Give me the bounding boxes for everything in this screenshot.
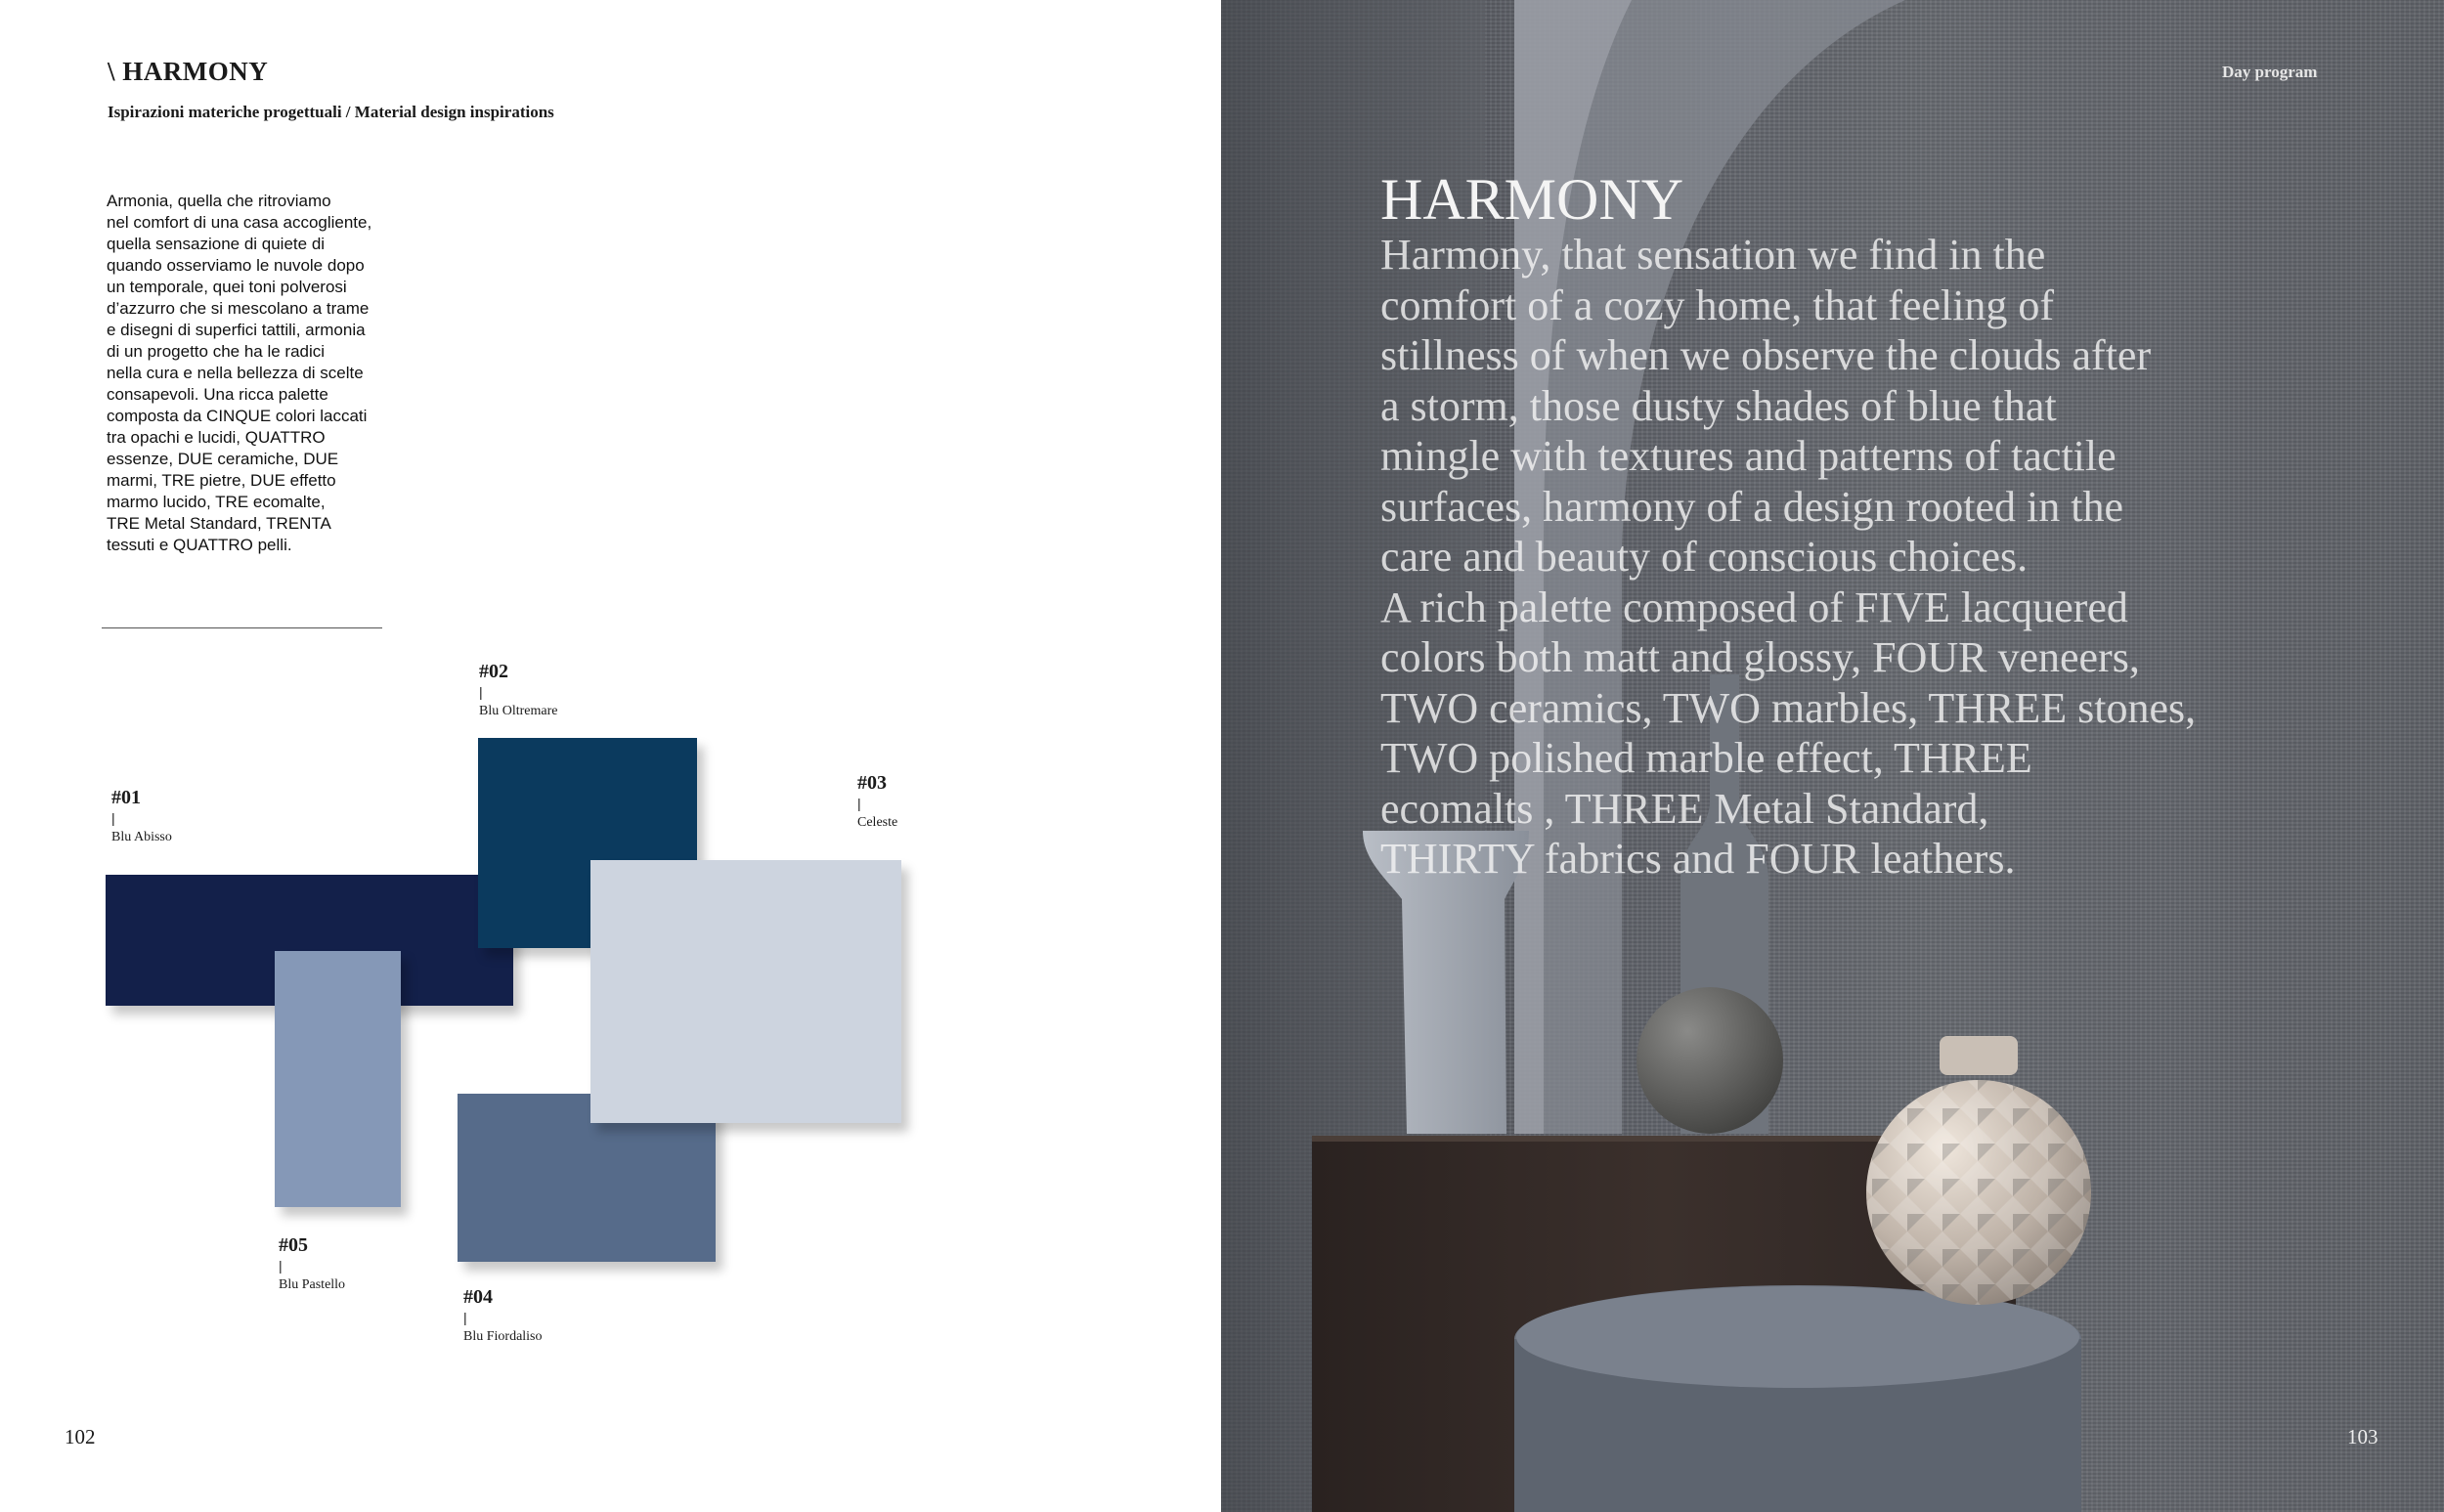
swatch-name: Blu Pastello <box>279 1277 346 1292</box>
section-subtitle: Ispirazioni materiche progettuali / Material design inspirations <box>108 103 554 121</box>
divider-line <box>102 627 382 628</box>
swatch-code: #03 <box>857 772 887 794</box>
label-bar: | <box>463 1310 467 1325</box>
label-bar: | <box>479 684 483 700</box>
swatch-name: Blu Fiordaliso <box>463 1329 543 1344</box>
right-page <box>1221 0 2444 1512</box>
swatch-label-04 <box>463 1285 543 1346</box>
label-bar: | <box>857 796 861 811</box>
swatch-label-03 <box>857 771 897 832</box>
swatch-label-02 <box>479 660 557 720</box>
swatch-code: #01 <box>111 787 141 808</box>
swatch-code: #05 <box>279 1234 308 1256</box>
swatch-label-01 <box>111 786 172 846</box>
swatch-name: Blu Oltremare <box>479 704 558 718</box>
page-heading: HARMONY <box>1380 167 1684 232</box>
swatch-name: Celeste <box>857 815 898 830</box>
swatch-name: Blu Abisso <box>111 830 172 844</box>
swatch-label-05 <box>279 1233 345 1294</box>
swatch-celeste <box>590 860 901 1123</box>
swatch-code: #04 <box>463 1286 493 1308</box>
section-title: \ HARMONY <box>108 57 269 86</box>
label-bar: | <box>111 810 115 826</box>
page-number-left: 102 <box>65 1425 96 1448</box>
intro-paragraph: Armonia, quella che ritroviamo nel comfort di una casa accogliente, quella sensazione di quiete di quando osserviamo le nuvole dopo un temporale, quei toni polverosi d’azzurro che si mescolano a trame e disegni di superfici tattili, armonia di un progetto che ha le radici nella cura e nella bellezza di scelte consapevoli. Una ricca palette composta da CINQUE colori laccati tra opachi e lucidi, QUATTRO essenze, DUE ceramiche, DUE marmi, TRE pietre, DUE effetto marmo lucido, TRE ecomalte, TRE Metal Standard, TRENTA tessuti e QUATTRO pelli. <box>107 192 372 554</box>
swatch-blu-pastello <box>275 951 401 1207</box>
label-bar: | <box>279 1258 283 1274</box>
left-page <box>0 0 1221 1512</box>
body-text: Harmony, that sensation we find in the comfort of a cozy home, that feeling of stillness of when we observe the clouds after a storm, those dusty shades of blue that mingle with textures and patterns of tactile surfaces, harmony of a design rooted in the care and beauty of conscious choices. A rich palette composed of FIVE lacquered colors both matt and glossy, FOUR veneers, TWO ceramics, TWO marbles, THREE stones, TWO polished marble effect, THREE ecomalts , THREE Metal Standard, THIRTY fabrics and FOUR leathers. <box>1380 231 2197 883</box>
page-number-right: 103 <box>2347 1425 2379 1448</box>
swatch-code: #02 <box>479 661 508 682</box>
running-header: Day program <box>2222 63 2318 81</box>
